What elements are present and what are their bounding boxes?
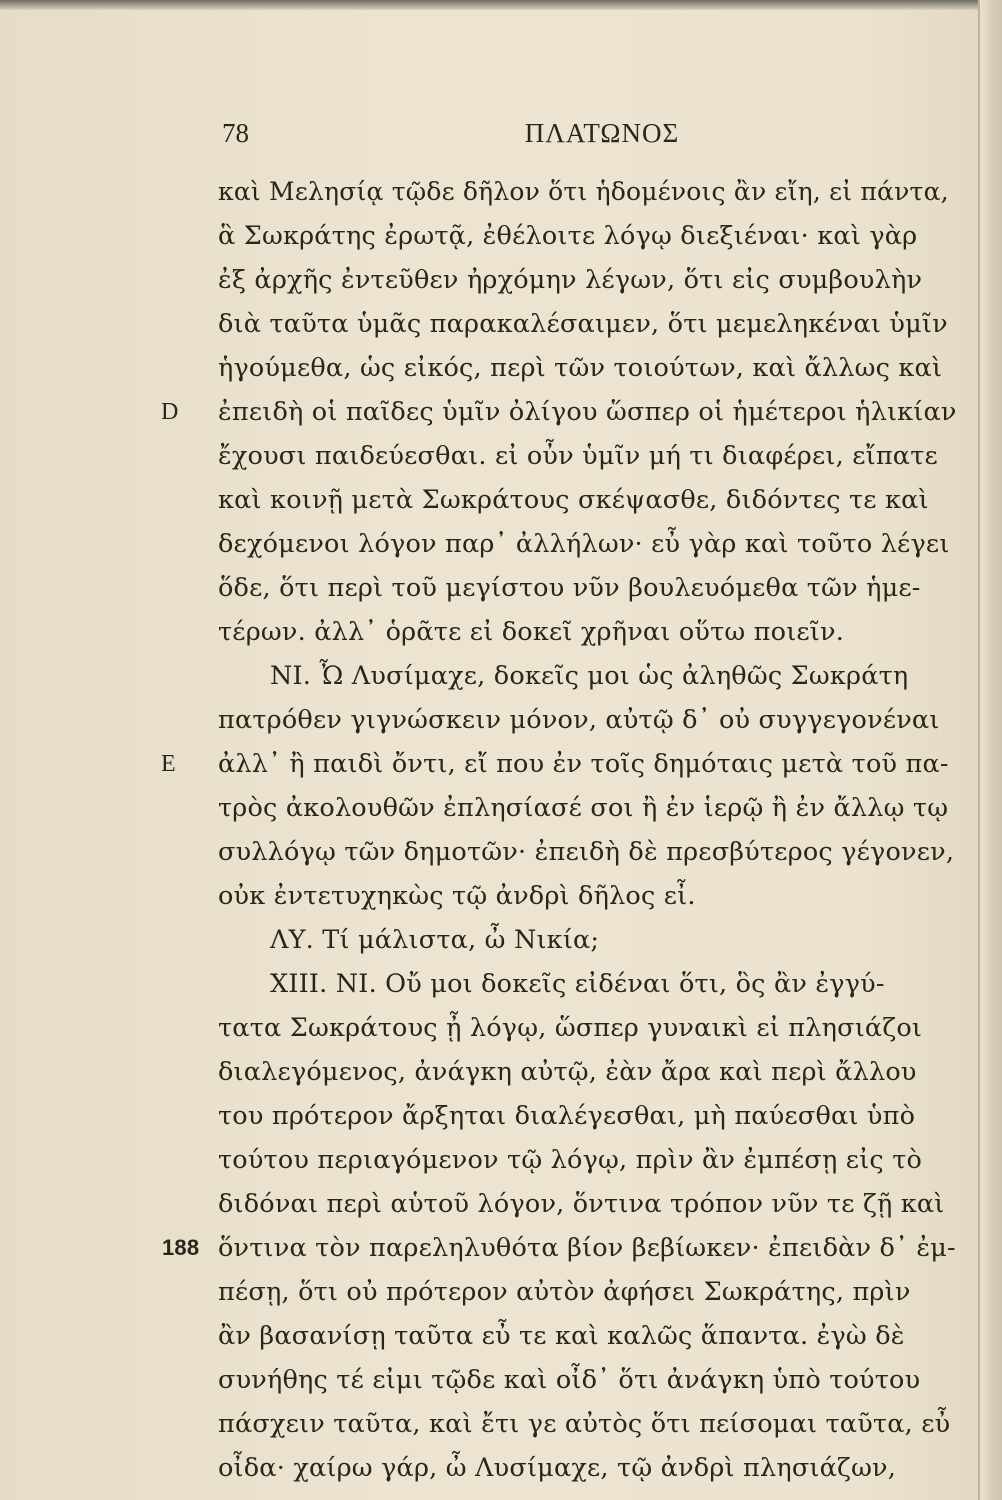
line-text: ἂν βασανίσῃ ταῦτα εὖ τε καὶ καλῶς ἅπαντα. ἐγὼ δὲ bbox=[218, 1321, 905, 1351]
line-text: συνήθης τέ εἰμι τῷδε καὶ οἶδ᾽ ὅτι ἀνάγκη ὑπὸ τούτου bbox=[218, 1365, 921, 1395]
text-line bbox=[218, 918, 958, 962]
line-text: διὰ ταῦτα ὑμᾶς παρακαλέσαιμεν, ὅτι μεμεληκέναι ὑμῖν bbox=[218, 309, 948, 339]
line-text: πάσχειν ταῦτα, καὶ ἔτι γε αὐτὸς ὅτι πείσομαι ταῦτα, εὖ bbox=[218, 1409, 951, 1439]
text-line bbox=[218, 1446, 958, 1490]
text-line bbox=[218, 1402, 958, 1446]
line-text: ἡγούμεθα, ὡς εἰκός, περὶ τῶν τοιούτων, καὶ ἄλλως καὶ bbox=[218, 353, 943, 383]
line-text: ὅντινα τὸν παρεληλυθότα βίον βεβίωκεν· ἐπειδὰν δ᾽ ἐμ- bbox=[218, 1233, 956, 1263]
margin-reference: E bbox=[161, 751, 176, 777]
text-line bbox=[218, 258, 958, 302]
text-line bbox=[218, 874, 958, 918]
text-line bbox=[161, 742, 958, 786]
page-top-edge bbox=[0, 0, 1002, 10]
line-text: ἀλλ᾽ ἢ παιδὶ ὄντι, εἴ που ἐν τοῖς δημόταις μετὰ τοῦ πα- bbox=[218, 749, 949, 779]
line-text: τρὸς ἀκολουθῶν ἐπλησίασέ σοι ἢ ἐν ἱερῷ ἢ ἐν ἄλλῳ τῳ bbox=[218, 793, 949, 823]
text-line bbox=[162, 1226, 958, 1270]
text-line bbox=[218, 522, 958, 566]
margin-reference: D bbox=[161, 399, 179, 425]
page-binding-edge bbox=[978, 0, 1002, 1500]
line-text: πατρόθεν γιγνώσκειν μόνον, αὐτῷ δ᾽ οὐ συγγεγονέναι bbox=[218, 705, 940, 735]
line-text: οὐκ ἐντετυχηκὼς τῷ ἀνδρὶ δῆλος εἶ. bbox=[218, 881, 696, 911]
text-line bbox=[218, 1050, 958, 1094]
text-line bbox=[218, 1314, 958, 1358]
text-line bbox=[218, 1138, 958, 1182]
text-line bbox=[218, 654, 958, 698]
page-number: 78 bbox=[222, 118, 249, 148]
line-text: ἃ Σωκράτης ἐρωτᾷ, ἐθέλοιτε λόγῳ διεξιέναι· καὶ γὰρ bbox=[218, 221, 918, 251]
line-text: τούτου περιαγόμενον τῷ λόγῳ, πρὶν ἂν ἐμπέσῃ εἰς τὸ bbox=[218, 1145, 923, 1175]
text-line bbox=[218, 698, 958, 742]
line-text: ἐξ ἀρχῆς ἐντεῦθεν ἠρχόμην λέγων, ὅτι εἰς συμβουλὴν bbox=[218, 265, 923, 295]
line-text: διδόναι περὶ αὑτοῦ λόγον, ὅντινα τρόπον νῦν τε ζῇ καὶ bbox=[218, 1189, 945, 1219]
text-line bbox=[218, 830, 958, 874]
line-text: συλλόγῳ τῶν δημοτῶν· ἐπειδὴ δὲ πρεσβύτερος γέγονεν, bbox=[218, 837, 955, 867]
line-text: καὶ Μελησίᾳ τῷδε δῆλον ὅτι ἡδομένοις ἂν εἴη, εἰ πάντα, bbox=[218, 177, 949, 206]
running-title: ΠΛΑΤΩΝΟΣ bbox=[524, 118, 680, 148]
line-text: ΝΙ. Ὦ Λυσίμαχε, δοκεῖς μοι ὡς ἀληθῶς Σωκράτη bbox=[270, 661, 909, 691]
text-line bbox=[218, 434, 958, 478]
margin-reference: 188 bbox=[162, 1235, 200, 1260]
greek-text-block bbox=[161, 170, 958, 1490]
text-line bbox=[218, 566, 958, 610]
text-line bbox=[218, 1270, 958, 1314]
text-line bbox=[218, 1006, 958, 1050]
text-line bbox=[161, 390, 958, 434]
line-text: δεχόμενοι λόγον παρ᾽ ἀλλήλων· εὖ γὰρ καὶ τοῦτο λέγει bbox=[218, 529, 950, 559]
text-line bbox=[218, 478, 958, 522]
page-header bbox=[222, 118, 942, 162]
text-line bbox=[218, 962, 958, 1006]
text-line bbox=[218, 346, 958, 390]
line-text: τατα Σωκράτους ᾖ λόγῳ, ὥσπερ γυναικὶ εἰ πλησιάζοι bbox=[218, 1013, 923, 1043]
text-line bbox=[218, 1094, 958, 1138]
line-text: πέσῃ, ὅτι οὐ πρότερον αὐτὸν ἀφήσει Σωκράτης, πρὶν bbox=[218, 1277, 911, 1307]
line-text: XIII. ΝΙ. Οὔ μοι δοκεῖς εἰδέναι ὅτι, ὃς ἂν ἐγγύ- bbox=[270, 969, 885, 999]
text-line bbox=[218, 170, 958, 214]
line-text: τέρων. ἀλλ᾽ ὁρᾶτε εἰ δοκεῖ χρῆναι οὕτω ποιεῖν. bbox=[218, 617, 845, 647]
line-text: ΛΥ. Τί μάλιστα, ὦ Νικία; bbox=[270, 925, 600, 955]
text-line bbox=[218, 1358, 958, 1402]
line-text: διαλεγόμενος, ἀνάγκη αὐτῷ, ἐὰν ἄρα καὶ περὶ ἄλλου bbox=[218, 1057, 917, 1087]
line-text: του πρότερον ἄρξηται διαλέγεσθαι, μὴ παύεσθαι ὑπὸ bbox=[218, 1101, 916, 1131]
text-line bbox=[218, 1182, 958, 1226]
text-line bbox=[218, 214, 958, 258]
line-text: ἔχουσι παιδεύεσθαι. εἰ οὖν ὑμῖν μή τι διαφέρει, εἴπατε bbox=[218, 441, 938, 471]
text-line bbox=[218, 610, 958, 654]
line-text: οἶδα· χαίρω γάρ, ὦ Λυσίμαχε, τῷ ἀνδρὶ πλησιάζων, bbox=[218, 1453, 897, 1483]
line-text: ἐπειδὴ οἱ παῖδες ὑμῖν ὀλίγου ὥσπερ οἱ ἡμέτεροι ἡλικίαν bbox=[218, 397, 957, 427]
text-line bbox=[218, 302, 958, 346]
text-line bbox=[218, 786, 958, 830]
line-text: ὅδε, ὅτι περὶ τοῦ μεγίστου νῦν βουλευόμεθα τῶν ἡμε- bbox=[218, 573, 921, 603]
line-text: καὶ κοινῇ μετὰ Σωκράτους σκέψασθε, διδόντες τε καὶ bbox=[218, 485, 929, 515]
